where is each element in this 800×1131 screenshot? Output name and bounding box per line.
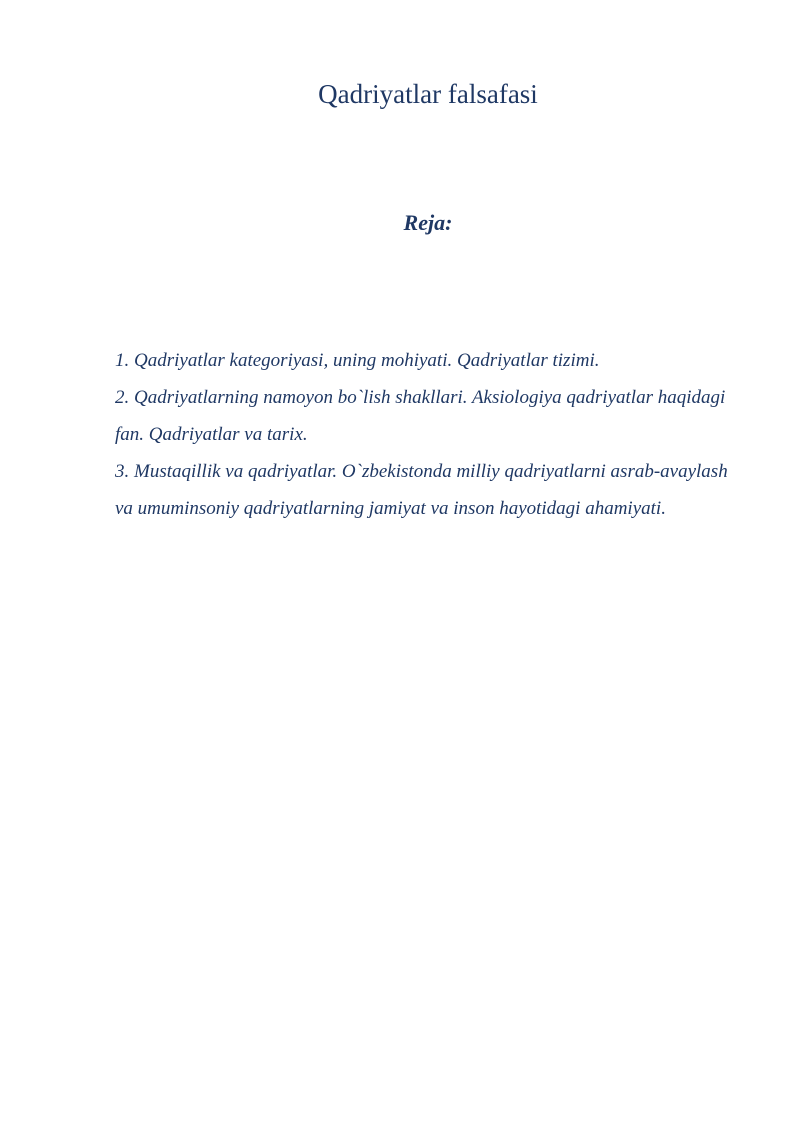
plan-list bbox=[115, 342, 730, 527]
plan-item-1: 1. Qadriyatlar kategoriyasi, uning mohiyati. Qadriyatlar tizimi. bbox=[115, 350, 600, 371]
plan-item-2: 2. Qadriyatlarning namoyon bo`lish shakllari. Aksiologiya qadriyatlar haqidagi fan. Qadriyatlar va tarix. bbox=[115, 387, 726, 445]
plan-item-3: 3. Mustaqillik va qadriyatlar. O`zbekistonda milliy qadriyatlarni asrab-avaylash va umuminsoniy qadriyatlarning jamiyat va inson hayotidagi ahamiyati. bbox=[115, 461, 728, 519]
document-title: Qadriyatlar falsafasi bbox=[318, 79, 538, 109]
plan-heading: Reja: bbox=[403, 210, 453, 235]
